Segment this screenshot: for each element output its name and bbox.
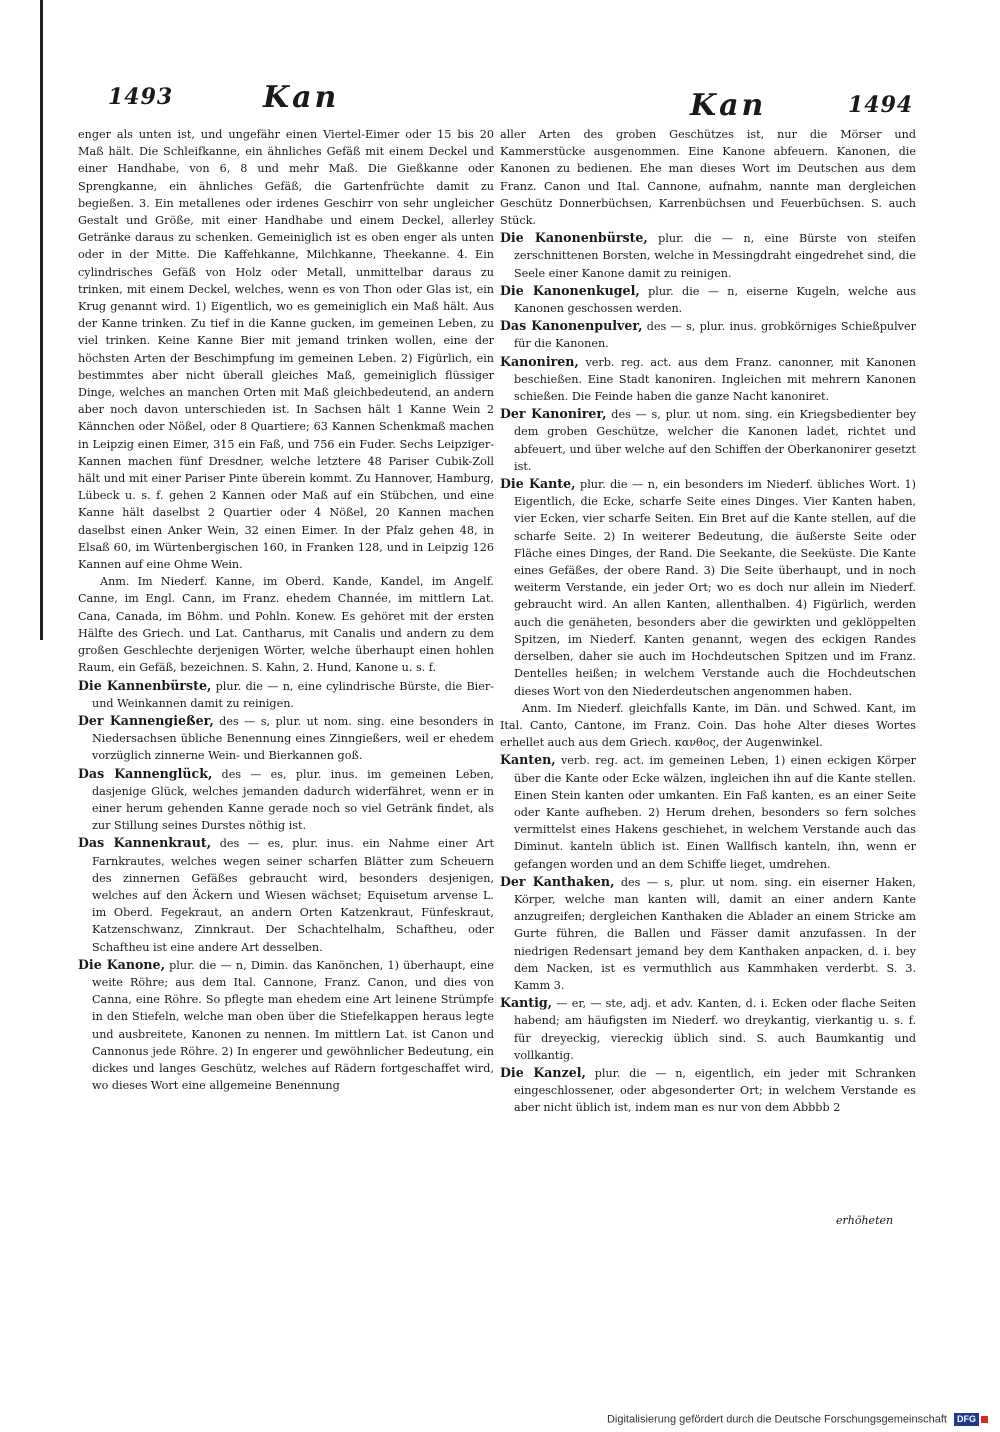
- entry-note-kante: Anm. Im Niederf. gleichfalls Kante, im Dän. und Schwed. Kant, im Ital. Canto, Cantone, im Franz. Coin. Das hohe Alter dieses Wortes erhellet auch aus dem Griech. κανθος, der Augenwinkel.: [500, 701, 916, 750]
- entry-kannenglueck: Das Kannenglück, des — es, plur. inus. im gemeinen Leben, dasjenige Glück, welches jemanden dadurch widerfähret, wenn er in einer herum gehenden Kanne gerade noch so viel Getränk findet, als zur Stillung seines Durstes nöthig ist.: [78, 765, 494, 833]
- headword: Der Kanthaken,: [500, 873, 615, 889]
- entry-kanzel: Die Kanzel, plur. die — n, eigentlich, ein jeder mit Schranken eingeschlossener, oder abgesonderter Ort; in welchem Verstande es aber nicht üblich ist, indem man es nur von dem Abbbb 2: [500, 1064, 916, 1115]
- entry-kanonenbuerste: Die Kanonenbürste, plur. die — n, eine Bürste von steifen zerschnittenen Borsten, welche in Messingdraht eingedrehet sind, die Seele einer Kanone damit zu reinigen.: [500, 230, 916, 280]
- digitization-footer: [607, 1413, 988, 1426]
- entry-kanonirer: Der Kanonirer, des — s, plur. ut nom. sing. ein Kriegsbedienter bey dem groben Geschütze, welcher die Kanonen ladet, richtet und abfeuert, und über welche auf den Schiffen der Oberkanonirer gesetzt ist.: [500, 406, 916, 473]
- right-page-header: [690, 88, 920, 128]
- entry-continuation-kanone: aller Arten des groben Geschützes ist, nur die Mörser und Kammerstücke ausgenommen. Eine Kanone abfeuern. Kanonen, die Kanonen zu bedienen. Ehe man dieses Wort im Deutschen aus dem Franz. Canon und Ital. Cannone, aufnahm, nannte man dergleichen Geschütz Donnerbüchsen, Karrenbüchsen und Feuerbüchsen. S. auch Stück.: [500, 128, 916, 228]
- entry-kanthaken: Der Kanthaken, des — s, plur. ut nom. sing. ein eiserner Haken, Körper, welche man kanten will, damit an einer andern Kante anzugreifen; dergleichen Kanthaken die Ablader an einem Stricke am Gurte führen, die Ballen und Fässer damit anzufassen. In der niedrigen Redensart jemand bey dem Kanthaken anpacken, d. i. bey dem Nacken, ist es vermuthlich aus Kammhaken verderbt. S. 3. Kamm 3.: [500, 873, 916, 992]
- dfg-logo-icon: DFG: [954, 1413, 979, 1426]
- headword: Die Kanone,: [78, 956, 165, 972]
- left-page-header: [108, 80, 508, 120]
- entry-kannenkraut: Das Kannenkraut, des — es, plur. inus. ein Nahme einer Art Farnkrautes, welches wegen seiner scharfen Blätter zum Scheuern des zinnernen Gefäßes gebraucht wird, besonders desjenigen, welches auf den Äckern und Wiesen wächset; Equisetum arvense L. im Oberd. Fegekraut, an andern Orten Katzenkraut, Fünfeskraut, Katzenschwanz, Zinnkraut. Der Schachtelhalm, Schaftheu, oder Schaftheu ist eine andere Art desselben.: [78, 835, 494, 954]
- left-column: [78, 126, 494, 1206]
- entry-continuation-kanne: enger als unten ist, und ungefähr einen Viertel-Eimer oder 15 bis 20 Maß hält. Die Schleifkanne, ein ähnliches Gefäß mit einem Deckel und einer Handhabe, von 6, 8 und mehr Maß. Die Gießkanne oder Sprengkanne, ein ähnliches Gefäß, die Gartenfrüchte damit zu begießen. 3. Ein metallenes oder irdenes Geschirr von sehr ungleicher Gestalt und Größe, mit einer Handhabe und einem Deckel, allerley Getränke daraus zu schenken. Gemeiniglich ist es oben enger als unten oder in der Mitte. Die Kaffehkanne, Milchkanne, Theekanne. 4. Ein cylindrisches Gefäß von Holz oder Metall, unmittelbar daraus zu trinken, mit einem Deckel, welches, wenn es von Thon oder Glas ist, ein Krug genannt wird. 1) Eigentlich, wo es gemeiniglich ein Maß hält. Aus der Kanne trinken. Zu tief in die Kanne gucken, im gemeinen Leben, zu viel trinken. Keine Kanne Bier mit jemand trinken wollen, eine der höchsten Arten der Beschimpfung im gemeinen Leben. 2) Figürlich, ein bestimmtes aber nicht überall gleiches Maß, gemeiniglich flüssiger Dinge, welches an manchen Orten mit Maß gleichbedeutend, an andern aber noch davon unterschieden ist. In Sachsen hält 1 Kanne Wein 2 Kännchen oder Nößel, oder 8 Quartiere; 63 Kannen Schenkmaß machen in Leipzig einen Eimer, 315 ein Faß, und 756 ein Fuder. Sechs Leipziger-Kannen machen fünf Dresdner, welche letztere 48 Pariser Cubik-Zoll hält und mit einer Pariser Pinte überein kommt. Zu Hannover, Hamburg, Lübeck u. s. f. gehen 2 Kannen oder Maß auf ein Stübchen, und eine Kanne hält daselbst 2 Quartier oder 4 Nößel, 20 Kannen machen daselbst einen Anker Wein, 32 einen Eimer. In der Pfalz gehen 48, in Elsaß 60, im Würtenbergischen 160, in Franken 128, und in Leipzig 126 Kannen auf eine Ohme Wein.: [78, 128, 494, 572]
- headword: Kantig,: [500, 995, 553, 1011]
- entry-kannenbuerste: Die Kannenbürste, plur. die — n, eine cylindrische Bürste, die Bier- und Weinkannen damit zu reinigen.: [78, 677, 494, 710]
- entry-kantig: Kantig, — er, — ste, adj. et adv. Kanten, d. i. Ecken oder flache Seiten habend; am häufigsten im Niederf. wo dreykantig, vierkantig u. s. f. für dreyeckig, viereckig üblich sind. S. auch Baumkantig und vollkantig.: [500, 995, 916, 1062]
- headword: Die Kanonenbürste,: [500, 230, 648, 246]
- headword: Das Kannenglück,: [78, 765, 213, 781]
- left-page-number: 1493: [108, 84, 174, 110]
- right-running-head: Kan: [690, 88, 767, 123]
- headword: Die Kanonenkugel,: [500, 282, 640, 298]
- footer-credit: Digitalisierung gefördert durch die Deutsche Forschungsgemeinschaft: [606, 1413, 947, 1426]
- entry-kante: Die Kante, plur. die — n, ein besonders im Niederf. übliches Wort. 1) Eigentlich, die Ecke, scharfe Seite eines Dinges. Vier Kanten haben, vier Ecken, vier scharfe Seiten. Ein Bret auf die Kante stellen, auf die scharfe Seite. 2) In weiterer Bedeutung, die äußerste Seite oder Fläche eines Dinges, der Rand. Die Seekante, die Seeküste. Die Kante eines Gefäßes, der obere Rand. 3) Die Seite überhaupt, und in noch weiterm Verstande, ein jeder Ort; wo es doch nur allein im Niederf. gebraucht wird. An allen Kanten, allenthalben. 4) Figürlich, werden auch die genäheten, besonders aber die gewirkten und geklöppelten Spitzen, im Niederf. Kanten genannt, wegen des eckigen Randes derselben, daher sie auch im Hochdeutschen Spitzen und im Franz. Dentelles heißen; in welchem Verstande auch die Hochdeutschen dieses Wort von den Niederdeutschen angenommen haben.: [500, 476, 916, 698]
- entry-kanten: Kanten, verb. reg. act. im gemeinen Leben, 1) einen eckigen Körper über die Kante oder Ecke wälzen, ingleichen ihn auf die Kante stellen. Einen Stein kanten oder umkanten. Ein Faß kanten, es an einer Seite oder Kante aufheben. 2) Herum drehen, besonders so fern solches vermittelst eines Hakens geschiehet, in welchem Verstande auch das Diminut. kanteln üblich ist. Einen Wallfisch kanteln, ihn, wenn er gefangen worden und an dem Schiffe lieget, umdrehen.: [500, 752, 916, 871]
- headword: Das Kanonenpulver,: [500, 318, 643, 334]
- right-column: [500, 126, 916, 1236]
- headword: Kanten,: [500, 752, 556, 768]
- headword: Kanoniren,: [500, 353, 579, 369]
- entry-kanonenkugel: Die Kanonenkugel, plur. die — n, eiserne Kugeln, welche aus Kanonen geschossen werden.: [500, 282, 916, 316]
- entry-kanonenpulver: Das Kanonenpulver, des — s, plur. inus. grobkörniges Schießpulver für die Kanonen.: [500, 318, 916, 351]
- entry-kanone: Die Kanone, plur. die — n, Dimin. das Kanönchen, 1) überhaupt, eine weite Röhre; aus dem Ital. Cannone, Franz. Canon, und dies von Canna, eine Röhre. So pflegte man ehedem eine Art leinene Strümpfe in den Stiefeln, welche man oben über die Stiefelkappen heraus legte und ausbreitete, Kanonen zu nennen. Im mittlern Lat. ist Canon und Cannonus jede Röhre. 2) In engerer und gewöhnlicher Bedeutung, ein dickes und langes Geschütz, welches auf Rädern fortgeschaffet wird, wo dieses Wort eine allgemeine Benennung: [78, 956, 494, 1093]
- entry-kannengiesser: Der Kannengießer, des — s, plur. ut nom. sing. eine besonders in Niedersachsen übliche Benennung eines Zinngießers, weil er ehedem vorzüglich zinnerne Wein- und Bierkannen goß.: [78, 712, 494, 763]
- headword: Die Kante,: [500, 476, 576, 492]
- scan-edge-line: [40, 0, 43, 640]
- entry-kanoniren: Kanoniren, verb. reg. act. aus dem Franz. canonner, mit Kanonen beschießen. Eine Stadt kanoniren. Ingleichen mit mehrern Kanonen schießen. Die Feinde haben die ganze Nacht kanoniret.: [500, 353, 916, 404]
- headword: Die Kannenbürste,: [78, 677, 212, 693]
- headword: Das Kannenkraut,: [78, 835, 212, 851]
- catchword: erhöheten: [836, 1214, 894, 1227]
- headword: Der Kannengießer,: [78, 712, 214, 728]
- headword: Die Kanzel,: [500, 1064, 586, 1080]
- headword: Der Kanonirer,: [500, 406, 607, 422]
- dfg-mark-icon: [981, 1416, 988, 1423]
- left-running-head: Kan: [263, 80, 340, 115]
- entry-note-kanne: Anm. Im Niederf. Kanne, im Oberd. Kande, Kandel, im Angelf. Canne, im Engl. Cann, im Franz. ehedem Channée, im mittlern Lat. Cana, Canada, im Böhm. und Pohln. Konew. Es gehöret mit der ersten Hälfte des Griech. und Lat. Cantharus, mit Canalis und andern zu dem großen Geschlechte derjenigen Wörter, welche überhaupt einen hohlen Raum, ein Gefäß, bezeichnen. S. Kahn, 2. Hund, Kanone u. s. f.: [78, 575, 494, 675]
- right-page-number: 1494: [848, 92, 914, 118]
